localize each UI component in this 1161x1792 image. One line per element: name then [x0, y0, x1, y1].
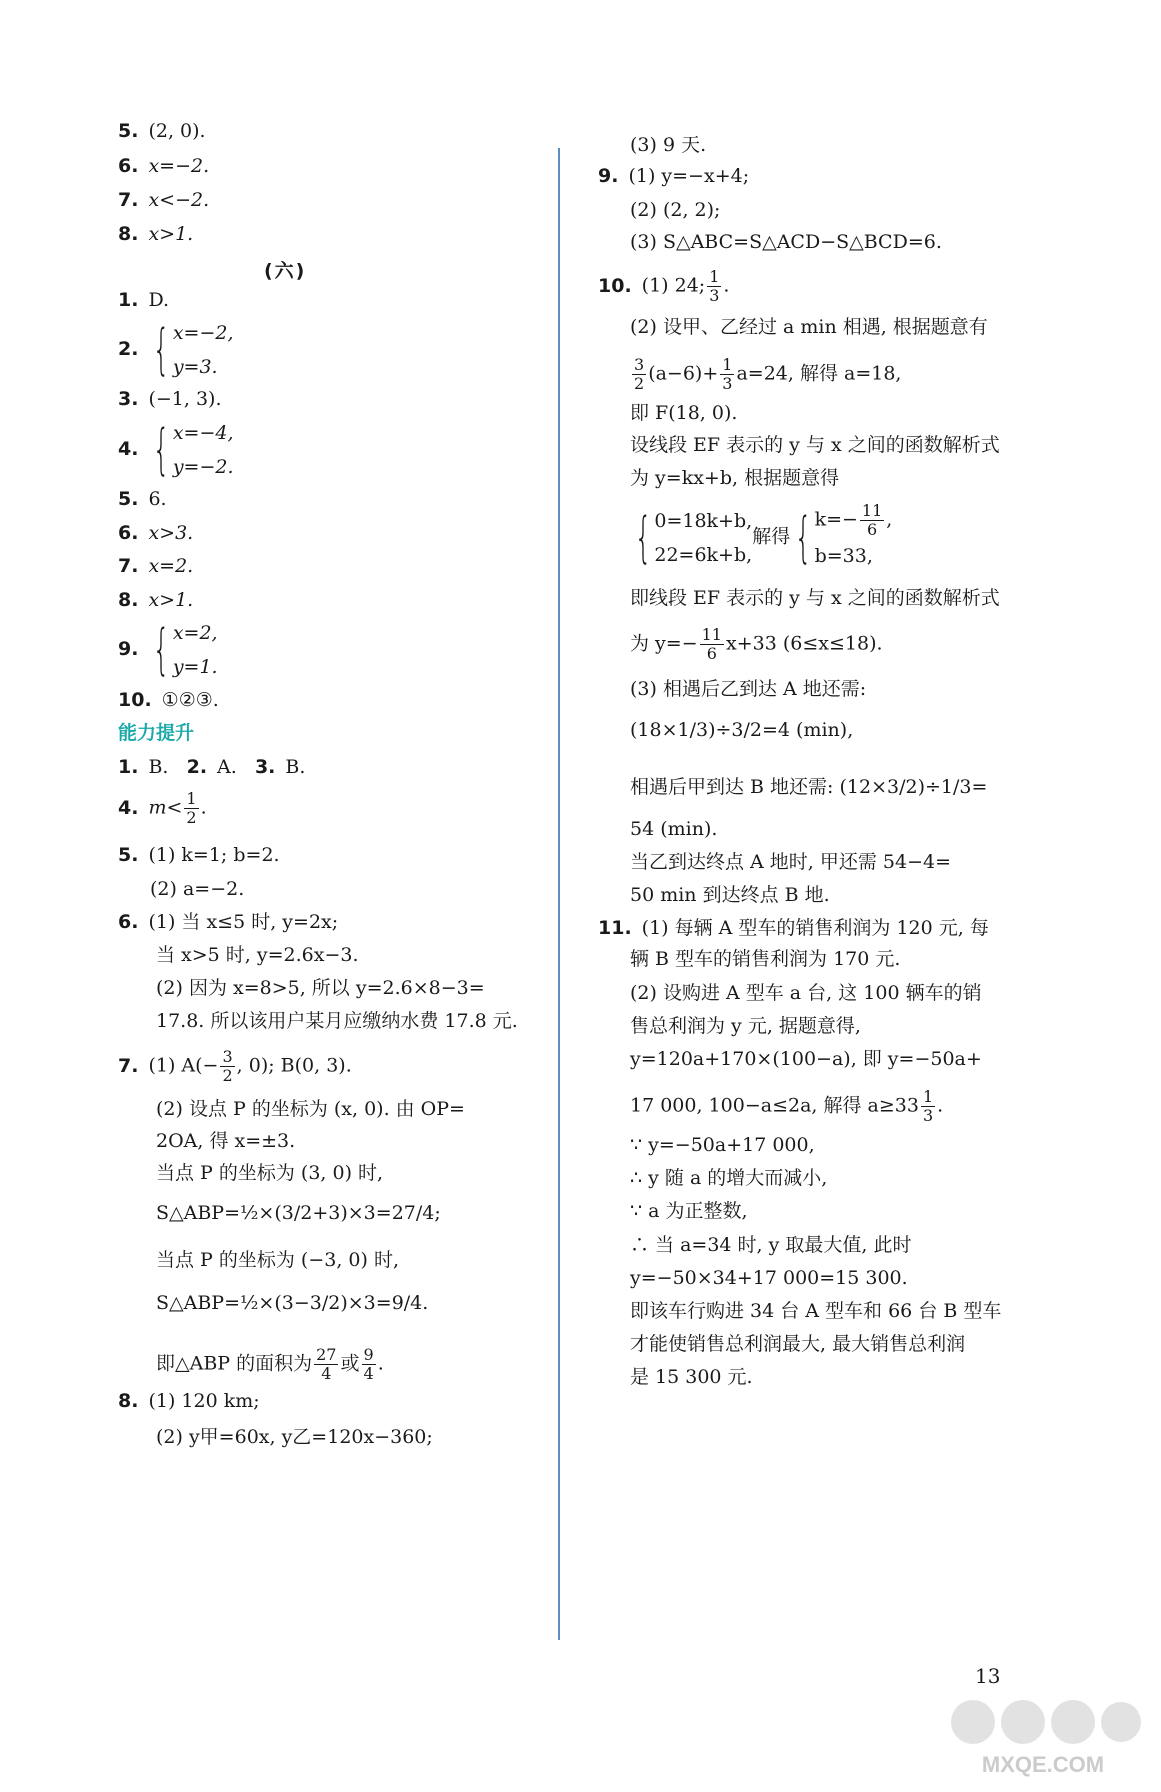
ability-7-8: 即△ABP 的面积为 $\frac{27}{4}$ 或 $\frac{9}{4}$ .: [156, 1345, 384, 1383]
answer-11-7: ∵ y=−50a+17 000,: [630, 1134, 815, 1156]
answer-10-5: 设线段 EF 表示的 y 与 x 之间的函数解析式: [630, 434, 1000, 456]
sec6-answer-9: 9. { x=2, y=1.: [118, 618, 218, 681]
sec6-answer-5: 5. 6.: [118, 488, 167, 510]
ability-6-2: 当 x>5 时, y=2.6x−3.: [156, 944, 359, 966]
sec6-answer-7: 7. x=2.: [118, 555, 194, 577]
answer-10-2: (2) 设甲、乙经过 a min 相遇, 根据题意有: [630, 316, 988, 338]
answer-10-13: 当乙到达终点 A 地时, 甲还需 54−4=: [630, 851, 952, 873]
answer-10-1: 10. (1) 24; $\frac{1}{3}$ .: [598, 267, 730, 305]
answer-11-1: 11. (1) 每辆 A 型车的销售利润为 120 元, 每: [598, 917, 989, 939]
sec6-answer-8: 8. x>1.: [118, 589, 194, 611]
ability-7-7: S△ABP=½×(3−3/2)×3=9/4.: [156, 1292, 429, 1314]
answer-11-9: ∵ a 为正整数,: [630, 1200, 748, 1222]
answer-10-10: (18×1/3)÷3/2=4 (min),: [630, 719, 854, 741]
ability-7-1: 7. (1) A(− $\frac{3}{2}$ , 0); B(0, 3).: [118, 1047, 352, 1085]
sec6-answer-6: 6. x>3.: [118, 522, 194, 544]
ability-7-2: (2) 设点 P 的坐标为 (x, 0). 由 OP=: [156, 1098, 465, 1120]
ability-6-1: 6. (1) 当 x≤5 时, y=2x;: [118, 911, 339, 933]
sec6-answer-2: 2. { x=−2, y=3.: [118, 318, 234, 381]
answer-11-4: 售总利润为 y 元, 据题意得,: [630, 1015, 861, 1037]
ability-5-1: 5. (1) k=1; b=2.: [118, 844, 280, 866]
sec6-answer-4: 4. { x=−4, y=−2.: [118, 418, 234, 481]
answer-10-14: 50 min 到达终点 B 地.: [630, 884, 830, 906]
answer-11-5: y=120a+170×(100−a), 即 y=−50a+: [630, 1048, 982, 1070]
section-title: (六): [264, 260, 307, 282]
page-number: 13: [975, 1664, 1001, 1688]
answer-11-12: 即该车行购进 34 台 A 型车和 66 台 B 型车: [630, 1300, 1002, 1322]
answer-9-1: 9. (1) y=−x+4;: [598, 165, 750, 187]
answer-10-11: 相遇后甲到达 B 地还需: (12×3/2)÷1/3=: [630, 776, 988, 798]
answer-6: 6. x=−2.: [118, 155, 210, 177]
answer-10-3: $\frac{3}{2}$ (a−6)+ $\frac{1}{3}$ a=24, 解得 a=18,: [634, 355, 902, 393]
answer-10-6: 为 y=kx+b, 根据题意得: [630, 467, 840, 489]
ability-4: 4. m< $\frac{1}{2}$ .: [118, 789, 207, 827]
sec6-answer-10: 10. ①②③.: [118, 689, 219, 711]
ability-1-3: 1. B. 2. A. 3. B.: [118, 756, 306, 778]
answer-9-3: (3) S△ABC=S△ACD−S△BCD=6.: [630, 231, 942, 253]
ability-7-3: 2OA, 得 x=±3.: [156, 1130, 296, 1152]
ability-heading: 能力提升: [118, 722, 195, 744]
answer-5: 5. (2, 0).: [118, 120, 206, 142]
ability-7-4: 当点 P 的坐标为 (3, 0) 时,: [156, 1162, 384, 1184]
answer-10-4: 即 F(18, 0).: [630, 402, 738, 424]
answer-8: 8. x>1.: [118, 223, 194, 245]
watermark-logo: [943, 1690, 1143, 1780]
watermark-text: MXQE.COM: [981, 1752, 1105, 1777]
answer-10-12: 54 (min).: [630, 818, 718, 840]
answer-10-7: 即线段 EF 表示的 y 与 x 之间的函数解析式: [630, 587, 1000, 609]
ability-7-5: S△ABP=½×(3/2+3)×3=27/4;: [156, 1202, 441, 1224]
sec6-answer-3: 3. (−1, 3).: [118, 388, 222, 410]
answer-11-11: y=−50×34+17 000=15 300.: [630, 1267, 908, 1289]
answer-9-2: (2) (2, 2);: [630, 199, 721, 221]
answer-11-2: 辆 B 型车的销售利润为 170 元.: [630, 948, 901, 970]
ability-5-2: (2) a=−2.: [150, 878, 245, 900]
answer-11-6: 17 000, 100−a≤2a, 解得 a≥33 $\frac{1}{3}$ .: [630, 1087, 944, 1125]
ability-6-4: 17.8. 所以该用户某月应缴纳水费 17.8 元.: [156, 1010, 518, 1032]
answer-7: 7. x<−2.: [118, 189, 210, 211]
ability-7-6: 当点 P 的坐标为 (−3, 0) 时,: [156, 1249, 399, 1271]
answer-11-14: 是 15 300 元.: [630, 1366, 753, 1388]
answer-10-9: (3) 相遇后乙到达 A 地还需:: [630, 678, 867, 700]
ability-8-2: (2) y甲=60x, y乙=120x−360;: [156, 1426, 433, 1448]
answer-10-system: { 0=18k+b, 22=6k+b,解得{ k=− $\frac{11}{6}$ , b=33,: [634, 501, 893, 569]
answer-8-3: (3) 9 天.: [630, 134, 707, 156]
answer-11-3: (2) 设购进 A 型车 a 台, 这 100 辆车的销: [630, 982, 982, 1004]
ability-8-1: 8. (1) 120 km;: [118, 1390, 260, 1412]
answer-11-8: ∴ y 随 a 的增大而减小,: [630, 1167, 828, 1189]
answer-10-8: 为 y=− $\frac{11}{6}$ x+33 (6≤x≤18).: [630, 625, 883, 663]
answer-11-10: ∴ 当 a=34 时, y 取最大值, 此时: [630, 1234, 912, 1256]
sec6-answer-1: 1. D.: [118, 289, 170, 311]
ability-6-3: (2) 因为 x=8>5, 所以 y=2.6×8−3=: [156, 977, 485, 999]
column-divider: [558, 148, 560, 1640]
answer-11-13: 才能使销售总利润最大, 最大销售总利润: [630, 1333, 966, 1355]
